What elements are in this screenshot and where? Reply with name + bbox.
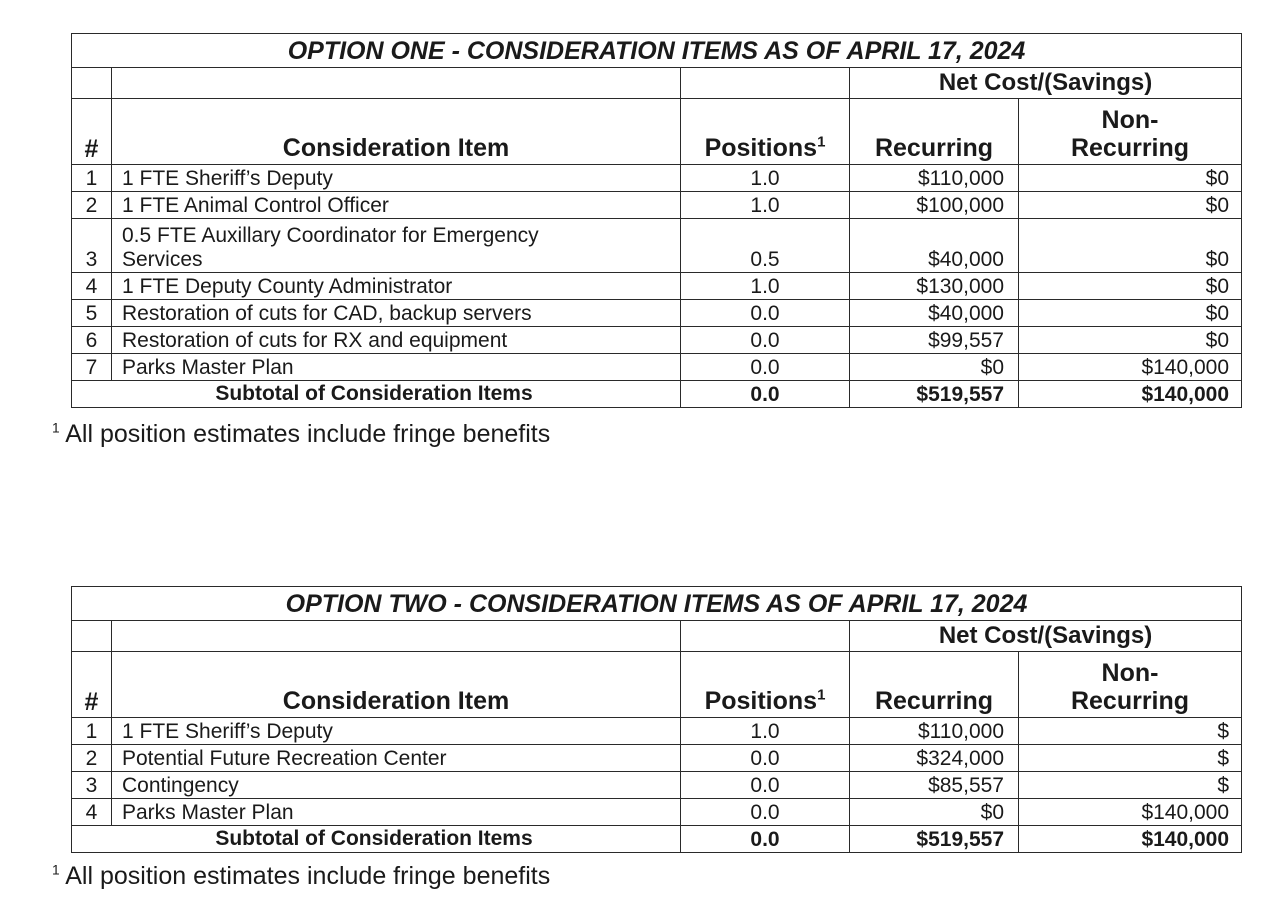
footnote: $^1$ All position estimates include fringe benefits <box>52 420 551 448</box>
subtotal-non-recurring: $140,000 <box>1019 826 1242 853</box>
option-one-table <box>71 33 1242 408</box>
table-row: 1 1 FTE Sheriff’s Deputy 1.0 $110,000 $0 <box>72 165 1242 192</box>
header-item: Consideration Item <box>112 99 681 165</box>
table-row: 6 Restoration of cuts for RX and equipment 0.0 $99,557 $0 <box>72 327 1242 354</box>
subtotal-positions: 0.0 <box>681 381 850 408</box>
table-title: OPTION TWO - CONSIDERATION ITEMS AS OF APRIL 17, 2024 <box>72 587 1242 621</box>
header-num: # <box>72 652 112 718</box>
table-row: 2 1 FTE Animal Control Officer 1.0 $100,000 $0 <box>72 192 1242 219</box>
table-row: 3 Contingency 0.0 $85,557 $ <box>72 772 1242 799</box>
table-row: 2 Potential Future Recreation Center 0.0 $324,000 $ <box>72 745 1242 772</box>
subtotal-row <box>72 826 1242 853</box>
subtotal-label: Subtotal of Consideration Items <box>72 381 681 408</box>
subtotal-row <box>72 381 1242 408</box>
subtotal-label: Subtotal of Consideration Items <box>72 826 681 853</box>
table-title-row <box>72 587 1242 621</box>
footnote: $^1$ All position estimates include fringe benefits <box>52 862 551 890</box>
header-recurring: Recurring <box>850 99 1019 165</box>
column-header-row <box>72 99 1242 165</box>
net-cost-label: Net Cost/(Savings) <box>850 68 1242 99</box>
table-title-row <box>72 34 1242 68</box>
header-non-recurring: Non- Recurring <box>1019 652 1242 718</box>
table-row: 1 1 FTE Sheriff’s Deputy 1.0 $110,000 $ <box>72 718 1242 745</box>
option-two-table <box>71 586 1242 853</box>
header-positions: Positions$^1$ <box>681 99 850 165</box>
header-num: # <box>72 99 112 165</box>
header-item: Consideration Item <box>112 652 681 718</box>
subtotal-recurring: $519,557 <box>850 826 1019 853</box>
table-row: 7 Parks Master Plan 0.0 $0 $140,000 <box>72 354 1242 381</box>
column-header-row <box>72 652 1242 718</box>
table-row: 3 0.5 FTE Auxillary Coordinator for Emergency Services 0.5 $40,000 $0 <box>72 219 1242 273</box>
table-row: 4 1 FTE Deputy County Administrator 1.0 $130,000 $0 <box>72 273 1242 300</box>
net-cost-header-row <box>72 621 1242 652</box>
header-recurring: Recurring <box>850 652 1019 718</box>
net-cost-label: Net Cost/(Savings) <box>850 621 1242 652</box>
header-positions: Positions$^1$ <box>681 652 850 718</box>
table-row: 4 Parks Master Plan 0.0 $0 $140,000 <box>72 799 1242 826</box>
table-row: 5 Restoration of cuts for CAD, backup servers 0.0 $40,000 $0 <box>72 300 1242 327</box>
subtotal-non-recurring: $140,000 <box>1019 381 1242 408</box>
table-title: OPTION ONE - CONSIDERATION ITEMS AS OF APRIL 17, 2024 <box>72 34 1242 68</box>
net-cost-header-row <box>72 68 1242 99</box>
subtotal-positions: 0.0 <box>681 826 850 853</box>
header-non-recurring: Non- Recurring <box>1019 99 1242 165</box>
subtotal-recurring: $519,557 <box>850 381 1019 408</box>
